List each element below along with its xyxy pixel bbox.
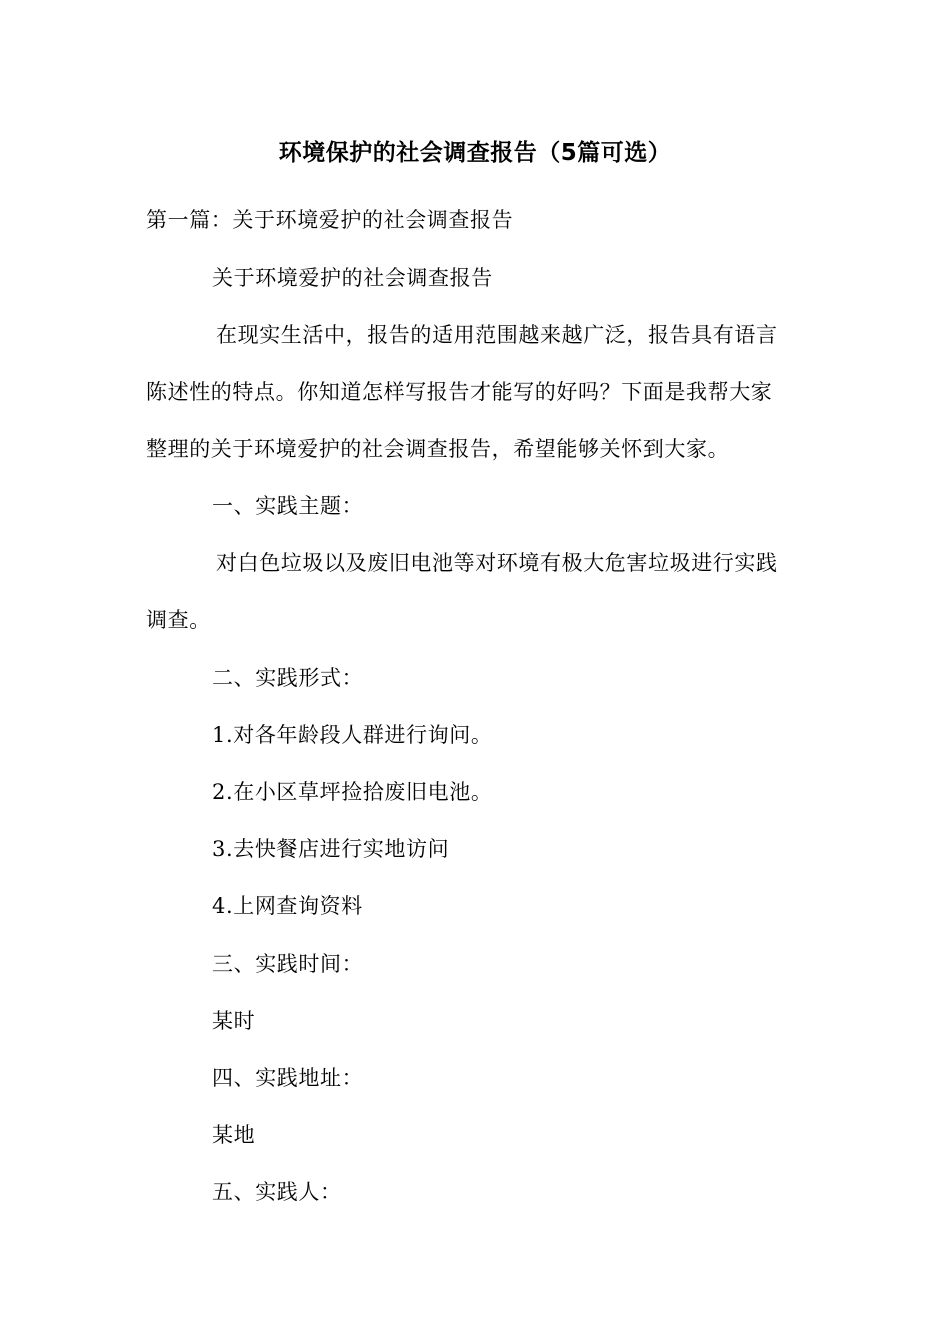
section-3-value: 某时 (212, 1009, 256, 1033)
document-title: 环境保护的社会调查报告（5篇可选） (278, 140, 672, 166)
intro-line-1: 在现实生活中，报告的适用范围越来越广泛，报告具有语言 (216, 323, 778, 347)
section-1-line-1: 对白色垃圾以及废旧电池等对环境有极大危害垃圾进行实践 (216, 551, 778, 575)
section-3-heading: 三、实践时间： (212, 952, 364, 976)
list-item: 4.上网查询资料 (212, 894, 363, 918)
list-item: 2.在小区草坪捡拾废旧电池。 (212, 780, 493, 804)
list-item: 1.对各年龄段人群进行询问。 (212, 723, 493, 747)
list-item: 3.去快餐店进行实地访问 (212, 837, 450, 861)
section-2-heading: 二、实践形式： (212, 666, 364, 690)
section-1-line-2: 调查。 (146, 608, 211, 632)
intro-line-2: 陈述性的特点。你知道怎样写报告才能写的好吗？下面是我帮大家 (146, 380, 773, 404)
chapter-heading: 第一篇：关于环境爱护的社会调查报告 (146, 208, 514, 232)
section-4-heading: 四、实践地址： (212, 1066, 364, 1090)
report-subtitle: 关于环境爱护的社会调查报告 (212, 266, 493, 290)
section-4-value: 某地 (212, 1123, 256, 1147)
intro-line-3: 整理的关于环境爱护的社会调查报告，希望能够关怀到大家。 (146, 437, 730, 461)
section-1-heading: 一、实践主题： (212, 494, 364, 518)
section-5-heading: 五、实践人： (212, 1180, 342, 1204)
